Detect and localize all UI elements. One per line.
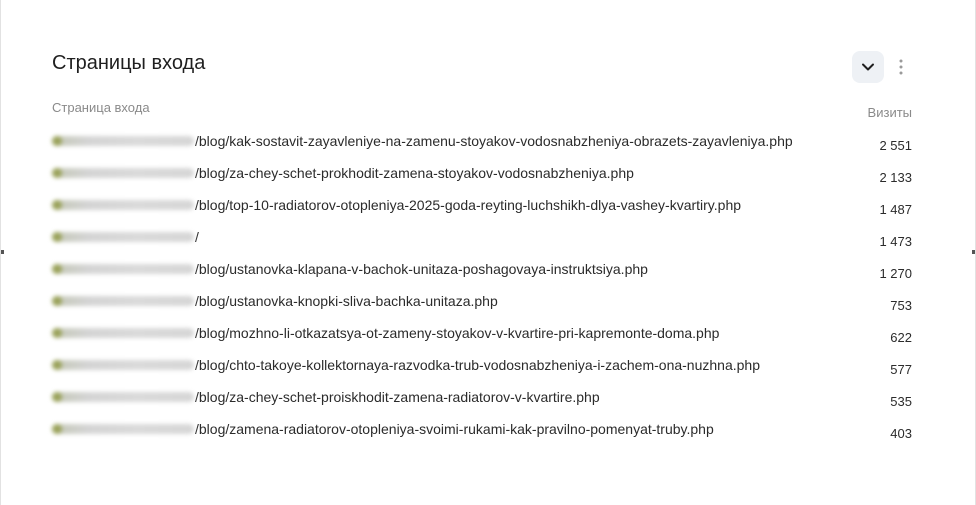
visits-value: 577 xyxy=(890,362,912,377)
blurred-domain xyxy=(52,136,194,146)
entry-page-link[interactable] xyxy=(52,420,714,438)
left-edge-marker xyxy=(1,250,4,254)
entry-page-link[interactable] xyxy=(52,164,634,182)
more-options-button[interactable] xyxy=(892,53,910,81)
entry-page-link[interactable] xyxy=(52,324,719,342)
table-row xyxy=(52,322,914,354)
visits-value: 622 xyxy=(890,330,912,345)
visits-value: 1 473 xyxy=(879,234,912,249)
table-row xyxy=(52,226,914,258)
entry-page-link[interactable] xyxy=(52,228,199,246)
blurred-domain xyxy=(52,360,194,370)
entry-page-path: / xyxy=(195,229,199,245)
blurred-domain xyxy=(52,296,194,306)
entry-page-link[interactable] xyxy=(52,292,498,310)
visits-value: 535 xyxy=(890,394,912,409)
chevron-down-icon xyxy=(861,62,875,72)
visits-value: 1 487 xyxy=(879,202,912,217)
blurred-domain xyxy=(52,328,194,338)
entry-page-path: /blog/za-chey-schet-prokhodit-zamena-stoyakov-vodosnabzheniya.php xyxy=(195,165,634,181)
table-row xyxy=(52,194,914,226)
table-row xyxy=(52,162,914,194)
column-header-entry-page[interactable]: Страница входа xyxy=(52,100,150,115)
blurred-domain xyxy=(52,232,194,242)
table-row xyxy=(52,418,914,450)
entry-page-path: /blog/kak-sostavit-zayavleniye-na-zamenu-stoyakov-vodosnabzheniya-obrazets-zayavleniya.php xyxy=(195,133,793,149)
blurred-domain xyxy=(52,424,194,434)
blurred-domain xyxy=(52,200,194,210)
entry-page-link[interactable] xyxy=(52,196,741,214)
visits-value: 1 270 xyxy=(879,266,912,281)
entry-pages-table xyxy=(52,130,914,450)
blurred-domain xyxy=(52,264,194,274)
entry-page-path: /blog/top-10-radiatorov-otopleniya-2025-goda-reyting-luchshikh-dlya-vashey-kvartiry.php xyxy=(195,197,742,213)
table-row xyxy=(52,386,914,418)
entry-pages-widget xyxy=(52,40,914,470)
entry-page-path: /blog/mozhno-li-otkazatsya-ot-zameny-stoyakov-v-kvartire-pri-kapremonte-doma.php xyxy=(195,325,720,341)
widget-title: Страницы входа xyxy=(52,52,206,74)
entry-page-link[interactable] xyxy=(52,356,760,374)
entry-page-link[interactable] xyxy=(52,388,600,406)
right-edge-marker xyxy=(972,250,975,254)
table-row xyxy=(52,258,914,290)
table-row xyxy=(52,354,914,386)
entry-page-path: /blog/chto-takoye-kollektornaya-razvodka-trub-vodosnabzheniya-i-zachem-ona-nuzhna.php xyxy=(195,357,760,373)
visits-value: 403 xyxy=(890,426,912,441)
blurred-domain xyxy=(52,392,194,402)
entry-page-path: /blog/ustanovka-klapana-v-bachok-unitaza-poshagovaya-instruktsiya.php xyxy=(195,261,648,277)
entry-page-link[interactable] xyxy=(52,260,648,278)
entry-page-path: /blog/zamena-radiatorov-otopleniya-svoimi-rukami-kak-pravilno-pomenyat-truby.php xyxy=(195,421,714,437)
entry-page-path: /blog/ustanovka-knopki-sliva-bachka-unitaza.php xyxy=(195,293,498,309)
visits-value: 2 551 xyxy=(879,138,912,153)
blurred-domain xyxy=(52,168,194,178)
visits-value: 2 133 xyxy=(879,170,912,185)
collapse-button[interactable] xyxy=(852,51,884,83)
visits-value: 753 xyxy=(890,298,912,313)
table-row xyxy=(52,130,914,162)
entry-page-path: /blog/za-chey-schet-proiskhodit-zamena-radiatorov-v-kvartire.php xyxy=(195,389,600,405)
column-header-visits[interactable]: Визиты xyxy=(867,105,912,120)
table-row xyxy=(52,290,914,322)
more-vertical-icon xyxy=(899,59,903,75)
entry-page-link[interactable] xyxy=(52,132,793,150)
